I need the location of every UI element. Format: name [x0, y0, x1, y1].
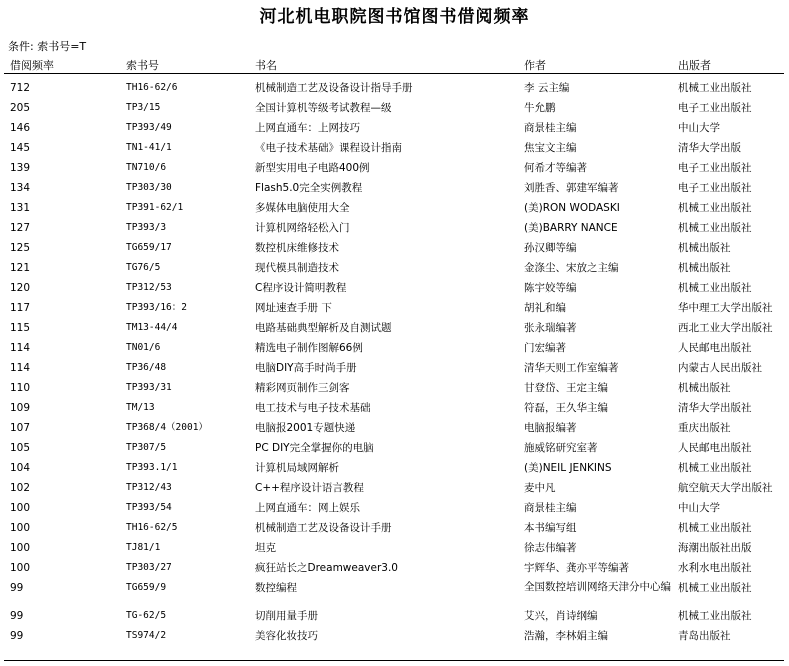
table-header [0, 57, 789, 74]
table-row [0, 238, 789, 258]
cell-publisher: 机械工业出版社 [678, 462, 752, 474]
cell-frequency: 134 [10, 182, 31, 194]
table-row [0, 158, 789, 178]
table-row [0, 606, 789, 626]
cell-title: 全国计算机等级考试教程—级 [255, 102, 392, 114]
cell-title: Flash5.0完全实例教程 [255, 182, 363, 194]
cell-call-number: TP36/48 [126, 362, 167, 373]
table-body [0, 78, 789, 646]
table-row [0, 98, 789, 118]
cell-frequency: 104 [10, 462, 31, 474]
cell-call-number: TJ81/1 [126, 542, 161, 553]
table-row [0, 458, 789, 478]
cell-publisher: 机械工业出版社 [678, 610, 752, 622]
cell-frequency: 127 [10, 222, 31, 234]
table-row [0, 318, 789, 338]
cell-publisher: 机械出版社 [678, 262, 731, 274]
table-row [0, 258, 789, 278]
cell-frequency: 102 [10, 482, 31, 494]
cell-publisher: 清华大学出版社 [678, 402, 752, 414]
cell-call-number: TP312/53 [126, 282, 172, 293]
cell-call-number: TN710/6 [126, 162, 167, 173]
cell-call-number: TP312/43 [126, 482, 172, 493]
cell-frequency: 712 [10, 82, 31, 94]
cell-title: 电路基础典型解析及自测试题 [255, 322, 392, 334]
cell-call-number: TG-62/5 [126, 610, 167, 621]
cell-title: 精彩网页制作三剑客 [255, 382, 350, 394]
table-row [0, 518, 789, 538]
cell-frequency: 205 [10, 102, 31, 114]
cell-frequency: 145 [10, 142, 31, 154]
column-header-frequency: 借阅频率 [10, 59, 54, 72]
cell-author: 清华天则工作室编著 [524, 362, 619, 374]
cell-frequency: 121 [10, 262, 31, 274]
cell-author: 全国数控培训网络天津分中心编 [524, 581, 671, 593]
column-header-author: 作者 [524, 59, 546, 72]
cell-frequency: 100 [10, 562, 31, 574]
cell-title: 电脑DIY高手时尚手册 [255, 362, 357, 374]
cell-publisher: 人民邮电出版社 [678, 442, 752, 454]
cell-author: 本书编写组 [524, 522, 577, 534]
cell-author: 金涤尘、宋放之主编 [524, 262, 619, 274]
cell-title: 《电子技术基础》课程设计指南 [255, 142, 402, 154]
cell-frequency: 117 [10, 302, 31, 314]
column-header-title: 书名 [255, 59, 277, 72]
query-condition: 条件: 索书号=T [8, 40, 87, 53]
cell-call-number: TG659/17 [126, 242, 172, 253]
cell-author: 艾兴，肖诗纲编 [524, 610, 598, 622]
cell-call-number: TM/13 [126, 402, 155, 413]
cell-author: (美)NEIL JENKINS [524, 462, 612, 474]
cell-title: 上网直通车：网上娱乐 [255, 502, 360, 514]
table-row [0, 498, 789, 518]
cell-publisher: 机械工业出版社 [678, 522, 752, 534]
cell-publisher: 机械工业出版社 [678, 582, 752, 594]
cell-publisher: 电子工业出版社 [678, 162, 752, 174]
table-row [0, 178, 789, 198]
cell-author: 胡礼和编 [524, 302, 566, 314]
cell-publisher: 海潮出版社出版 [678, 542, 752, 554]
cell-publisher: 电子工业出版社 [678, 102, 752, 114]
table-row [0, 218, 789, 238]
table-row [0, 118, 789, 138]
cell-title: 机械制造工艺及设备设计手册 [255, 522, 392, 534]
table-row [0, 338, 789, 358]
cell-title: PC DIY完全掌握你的电脑 [255, 442, 374, 454]
cell-title: 切削用量手册 [255, 610, 318, 622]
cell-call-number: TH16-62/5 [126, 522, 178, 533]
cell-title: 电工技术与电子技术基础 [255, 402, 371, 414]
cell-publisher: 水利水电出版社 [678, 562, 752, 574]
cell-title: 计算机局域网解析 [255, 462, 339, 474]
cell-author: 麦中凡 [524, 482, 556, 494]
cell-call-number: TP391-62/1 [126, 202, 184, 213]
cell-title: 疯狂站长之Dreamweaver3.0 [255, 562, 398, 574]
cell-call-number: TS974/2 [126, 630, 167, 641]
cell-title: 新型实用电子电路400例 [255, 162, 370, 174]
cell-author: 施威铭研究室著 [524, 442, 598, 454]
table-row [0, 78, 789, 98]
table-row [0, 138, 789, 158]
cell-author: 李 云主编 [524, 82, 570, 94]
cell-call-number: TP393/54 [126, 502, 172, 513]
cell-title: 机械制造工艺及设备设计指导手册 [255, 82, 413, 94]
cell-call-number: TP307/5 [126, 442, 167, 453]
cell-publisher: 机械工业出版社 [678, 82, 752, 94]
cell-call-number: TP303/27 [126, 562, 172, 573]
cell-frequency: 120 [10, 282, 31, 294]
cell-author: 电脑报编著 [524, 422, 577, 434]
cell-author: 符磊，王久华主编 [524, 402, 608, 414]
cell-call-number: TP393/49 [126, 122, 172, 133]
cell-frequency: 105 [10, 442, 31, 454]
cell-title: 计算机网络轻松入门 [255, 222, 350, 234]
cell-publisher: 华中理工大学出版社 [678, 302, 773, 314]
cell-title: C++程序设计语言教程 [255, 482, 364, 494]
cell-publisher: 机械出版社 [678, 242, 731, 254]
cell-author: 门宏编著 [524, 342, 566, 354]
cell-frequency: 100 [10, 502, 31, 514]
table-row [0, 478, 789, 498]
cell-publisher: 重庆出版社 [678, 422, 731, 434]
cell-frequency: 139 [10, 162, 31, 174]
cell-author: 牛允鹏 [524, 102, 556, 114]
cell-frequency: 99 [10, 630, 24, 642]
cell-publisher: 西北工业大学出版社 [678, 322, 773, 334]
cell-frequency: 107 [10, 422, 31, 434]
cell-call-number: TP3/15 [126, 102, 161, 113]
cell-author: 宇辉华、龚亦平等编著 [524, 562, 629, 574]
cell-author: 刘胜香、郭建军编著 [524, 182, 619, 194]
cell-author: 徐志伟编著 [524, 542, 577, 554]
report-title: 河北机电职院图书馆图书借阅频率 [259, 7, 530, 27]
cell-publisher: 清华大学出版 [678, 142, 741, 154]
cell-frequency: 146 [10, 122, 31, 134]
table-row [0, 418, 789, 438]
table-row [0, 358, 789, 378]
cell-frequency: 114 [10, 362, 31, 374]
cell-call-number: TM13-44/4 [126, 322, 178, 333]
table-row [0, 278, 789, 298]
table-row [0, 538, 789, 558]
cell-author: 浩瀚，李林娟主编 [524, 630, 608, 642]
cell-publisher: 中山大学 [678, 502, 720, 514]
table-row [0, 298, 789, 318]
cell-frequency: 110 [10, 382, 31, 394]
cell-title: 数控机床维修技术 [255, 242, 339, 254]
cell-title: 坦克 [255, 542, 276, 554]
cell-publisher: 人民邮电出版社 [678, 342, 752, 354]
cell-author: (美)RON WODASKI [524, 202, 620, 214]
cell-author: 商景桂主编 [524, 122, 577, 134]
cell-call-number: TP303/30 [126, 182, 172, 193]
cell-author: 孙汉卿等编 [524, 242, 577, 254]
cell-call-number: TG76/5 [126, 262, 161, 273]
cell-author: 何希才等编著 [524, 162, 587, 174]
cell-frequency: 131 [10, 202, 31, 214]
cell-frequency: 115 [10, 322, 31, 334]
cell-title: 电脑报2001专题快递 [255, 422, 356, 434]
cell-call-number: TH16-62/6 [126, 82, 178, 93]
cell-title: 美容化妆技巧 [255, 630, 318, 642]
cell-publisher: 机械工业出版社 [678, 222, 752, 234]
table-row [0, 558, 789, 578]
cell-author: 商景桂主编 [524, 502, 577, 514]
cell-frequency: 100 [10, 542, 31, 554]
cell-call-number: TN1-41/1 [126, 142, 172, 153]
column-header-publisher: 出版者 [678, 59, 711, 72]
cell-author: 甘登岱、王定主编 [524, 382, 608, 394]
cell-call-number: TP393/16：2 [126, 302, 187, 313]
cell-frequency: 99 [10, 582, 24, 594]
header-divider [4, 73, 784, 74]
cell-publisher: 机械出版社 [678, 382, 731, 394]
cell-frequency: 114 [10, 342, 31, 354]
cell-title: 精选电子制作图解66例 [255, 342, 363, 354]
cell-author: 焦宝文主编 [524, 142, 577, 154]
cell-title: 上网直通车：上网技巧 [255, 122, 360, 134]
cell-call-number: TP393.1/1 [126, 462, 178, 473]
cell-publisher: 航空航天大学出版社 [678, 482, 773, 494]
cell-author: 陈宇姣等编 [524, 282, 577, 294]
table-row [0, 198, 789, 218]
cell-frequency: 100 [10, 522, 31, 534]
cell-title: 数控编程 [255, 582, 297, 594]
table-row [0, 626, 789, 646]
table-row [0, 398, 789, 418]
cell-call-number: TP393/3 [126, 222, 167, 233]
cell-title: C程序设计简明教程 [255, 282, 347, 294]
cell-call-number: TP368/4（2001） [126, 422, 208, 433]
cell-frequency: 99 [10, 610, 24, 622]
cell-publisher: 内蒙古人民出版社 [678, 362, 762, 374]
table-row [0, 578, 789, 606]
cell-title: 多媒体电脑使用大全 [255, 202, 350, 214]
cell-publisher: 机械工业出版社 [678, 202, 752, 214]
cell-publisher: 电子工业出版社 [678, 182, 752, 194]
cell-call-number: TN01/6 [126, 342, 161, 353]
cell-title: 现代模具制造技术 [255, 262, 339, 274]
footer-divider [4, 660, 784, 661]
cell-publisher: 青岛出版社 [678, 630, 731, 642]
cell-author: 张永瑞编著 [524, 322, 577, 334]
cell-frequency: 109 [10, 402, 31, 414]
cell-publisher: 机械工业出版社 [678, 282, 752, 294]
cell-call-number: TP393/31 [126, 382, 172, 393]
cell-author: (美)BARRY NANCE [524, 222, 618, 234]
cell-call-number: TG659/9 [126, 582, 167, 593]
cell-frequency: 125 [10, 242, 31, 254]
column-header-call-number: 索书号 [126, 59, 159, 72]
table-row [0, 378, 789, 398]
table-row [0, 438, 789, 458]
cell-title: 网址速查手册 下 [255, 302, 332, 314]
cell-publisher: 中山大学 [678, 122, 720, 134]
